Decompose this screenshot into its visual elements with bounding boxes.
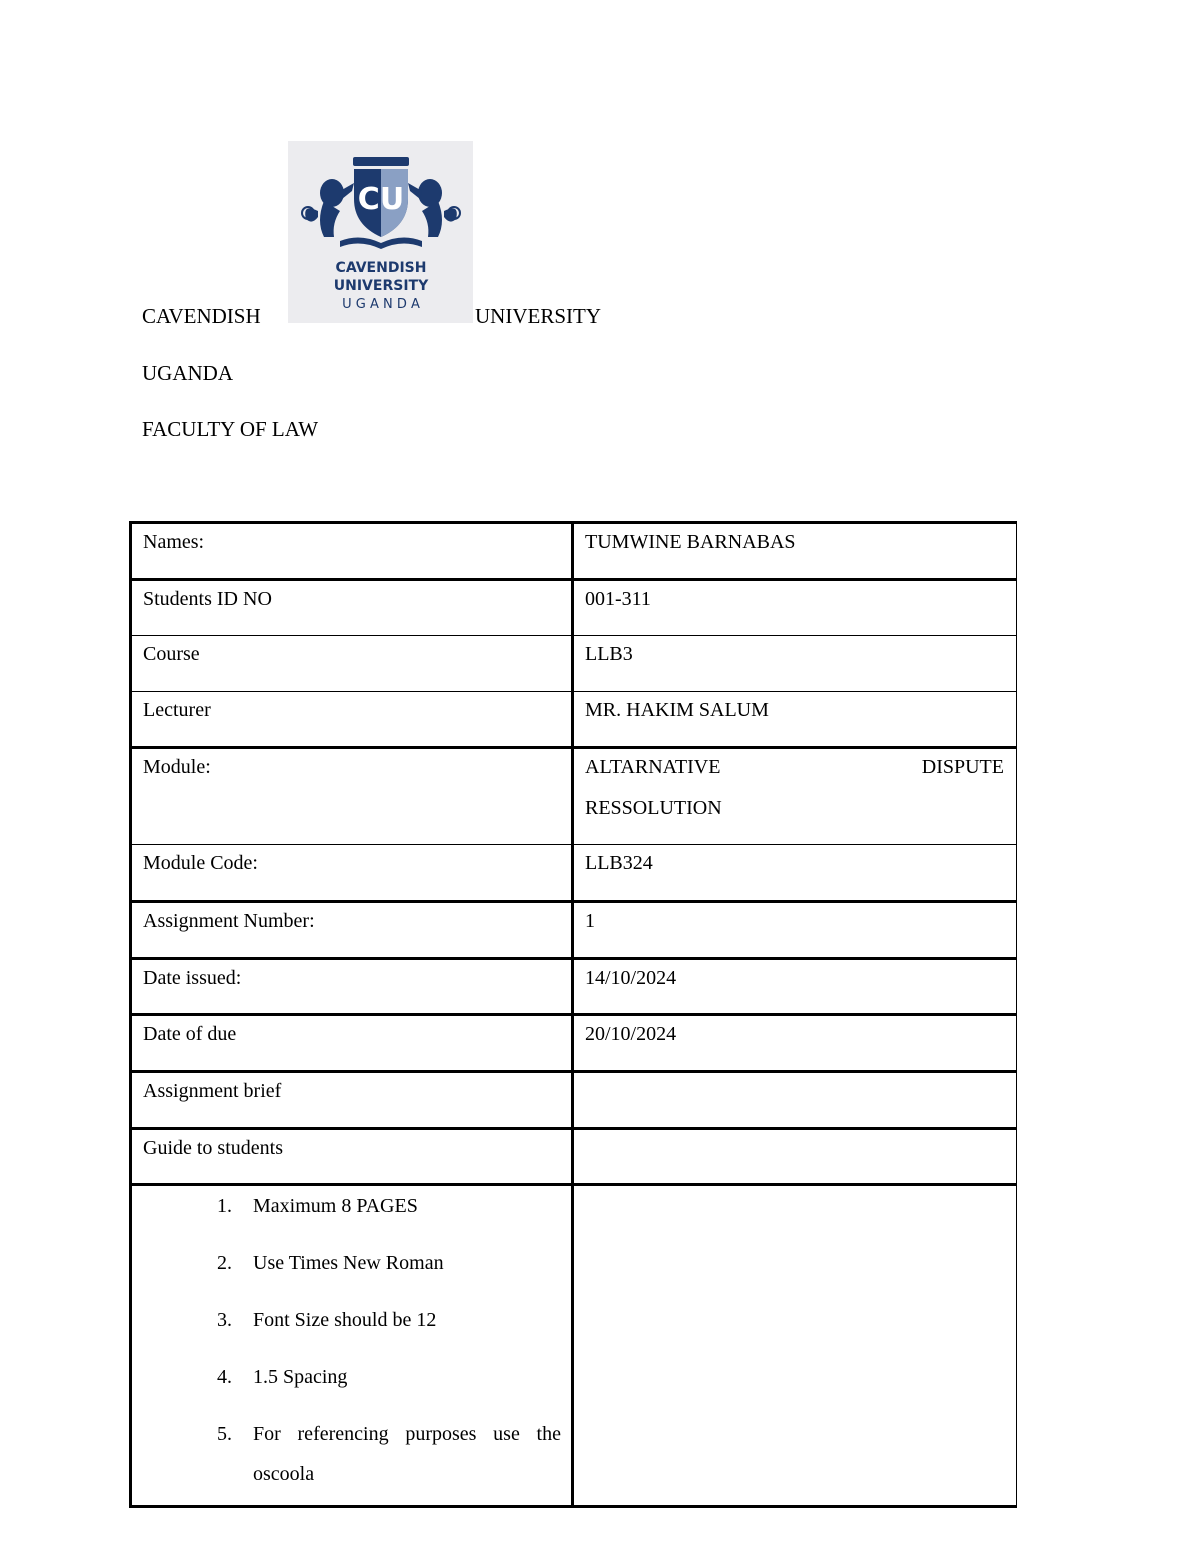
label-names: Names:: [131, 523, 573, 580]
right-lion-icon: [408, 179, 460, 237]
table-row: [131, 959, 1017, 1015]
value-names: TUMWINE BARNABAS: [573, 523, 1017, 580]
value-student-id: 001-311: [573, 580, 1017, 636]
table-row: [131, 692, 1017, 748]
table-row: [131, 580, 1017, 636]
logo-text-line1: CAVENDISH: [335, 260, 427, 276]
table-row: [131, 523, 1017, 580]
list-item: 4. 1.5 Spacing: [217, 1366, 348, 1388]
list-item: 5. For referencing purposes use the oscoola: [217, 1423, 561, 1485]
guide-empty-cell: [573, 1185, 1017, 1507]
table-row: [131, 845, 1017, 902]
value-date-issued: 14/10/2024: [573, 959, 1017, 1015]
label-student-id: Students ID NO: [131, 580, 573, 636]
label-assignment-number: Assignment Number:: [131, 902, 573, 959]
faculty-line: FACULTY OF LAW: [142, 417, 319, 441]
label-guide: Guide to students: [131, 1129, 573, 1185]
label-date-due: Date of due: [131, 1015, 573, 1072]
assignment-info-table: [129, 521, 1017, 1508]
value-assignment-brief: [573, 1072, 1017, 1129]
label-date-issued: Date issued:: [131, 959, 573, 1015]
crown-band: [353, 157, 409, 166]
list-item: 3. Font Size should be 12: [217, 1309, 437, 1331]
guide-list: [143, 1186, 561, 1494]
value-module: [573, 748, 1017, 845]
module-word-2: DISPUTE: [921, 756, 1004, 778]
country-line: UGANDA: [142, 361, 233, 385]
module-word-3: RESSOLUTION: [585, 797, 722, 819]
guide-list-cell: [131, 1185, 573, 1507]
label-lecturer: Lecturer: [131, 692, 573, 748]
value-course: LLB3: [573, 636, 1017, 692]
book-icon: [340, 237, 422, 249]
university-logo: [288, 141, 473, 323]
value-assignment-number: 1: [573, 902, 1017, 959]
logo-text-line3: U G A N D A: [342, 297, 420, 312]
list-item: 2. Use Times New Roman: [217, 1252, 444, 1274]
table-row: [131, 1185, 1017, 1507]
value-lecturer: MR. HAKIM SALUM: [573, 692, 1017, 748]
list-item: 1. Maximum 8 PAGES: [217, 1195, 418, 1217]
label-module: Module:: [131, 748, 573, 845]
logo-text-line2: UNIVERSITY: [333, 278, 429, 294]
value-guide: [573, 1129, 1017, 1185]
table-row: [131, 1015, 1017, 1072]
table-row: [131, 636, 1017, 692]
label-module-code: Module Code:: [131, 845, 573, 902]
module-word-1: ALTARNATIVE: [585, 756, 721, 778]
table-row: [131, 1072, 1017, 1129]
table-row: [131, 748, 1017, 845]
logo-monogram: CU: [357, 182, 405, 217]
label-assignment-brief: Assignment brief: [131, 1072, 573, 1129]
value-module-code: LLB324: [573, 845, 1017, 902]
left-lion-icon: [302, 179, 354, 237]
table-row: [131, 1129, 1017, 1185]
table-row: [131, 902, 1017, 959]
value-date-due: 20/10/2024: [573, 1015, 1017, 1072]
university-name-left: CAVENDISH: [142, 304, 261, 328]
university-name-right: UNIVERSITY: [475, 304, 601, 328]
label-course: Course: [131, 636, 573, 692]
